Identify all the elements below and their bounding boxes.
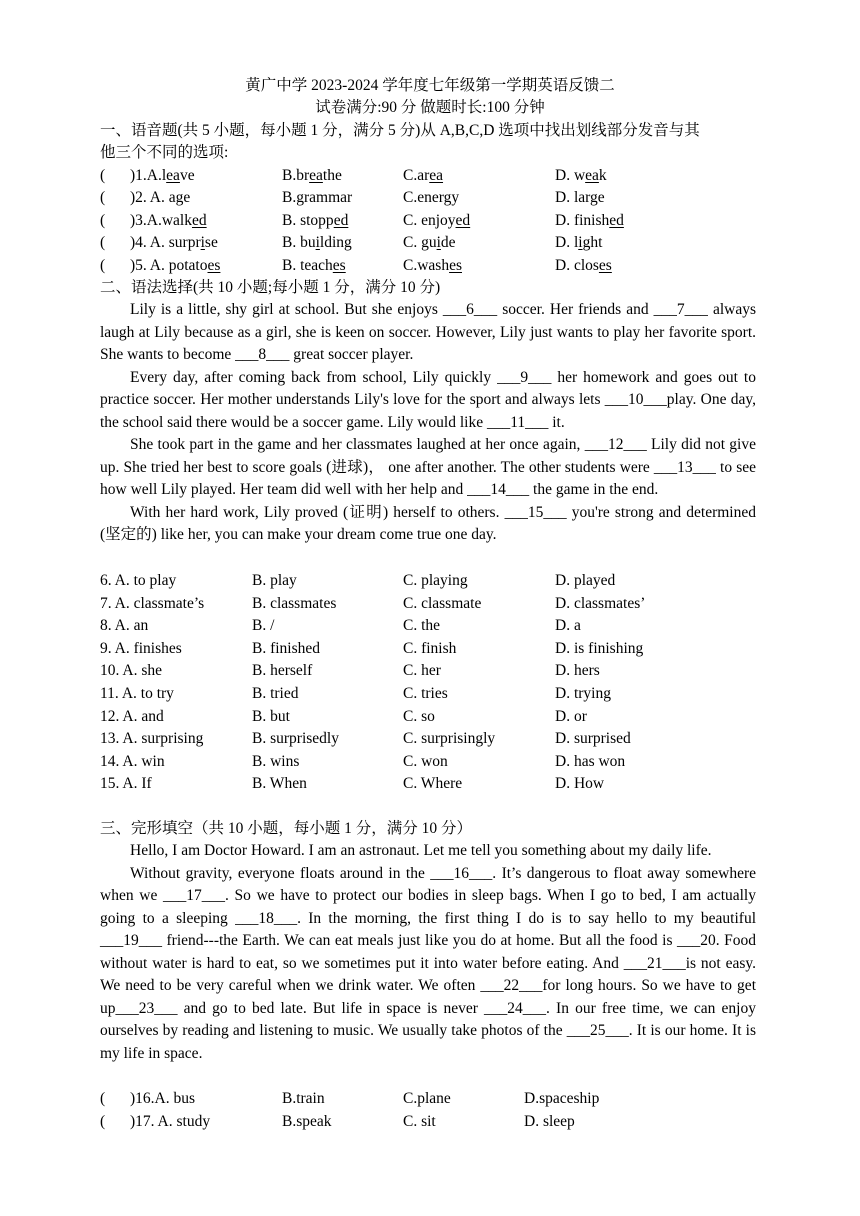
grammar-option-row [100, 751, 780, 773]
option-b: B. When [252, 775, 307, 793]
passage-paragraph: She took part in the game and her classmates laughed at her once again, ___12___ Lily did not give up. She tried her best to score goals (进球)， one after another. The other students were ___13___ to see how well Lily played. Her team did well with her help and ___14___ the game in the end. [100, 436, 756, 498]
section2-heading: 二、语法选择(共 10 小题;每小题 1 分，满分 10 分) [100, 279, 441, 296]
option-c: C. sit [403, 1113, 436, 1130]
option-d: D. has won [555, 752, 626, 770]
option-a: 11. A. to try [100, 685, 174, 702]
option-c: C. her [403, 662, 441, 680]
option-c: C.washes [403, 257, 462, 274]
option-d: D. is finishing [555, 639, 644, 657]
option-c: C. the [403, 617, 441, 635]
option-d: D. sleep [524, 1113, 575, 1130]
option-a: 14. A. win [100, 752, 165, 770]
section3-heading: 三、完形填空（共 10 小题，每小题 1 分，满分 10 分） [100, 820, 473, 837]
option-a: 10. A. she [100, 662, 162, 680]
phonics-row-3 [100, 210, 780, 232]
answer-paren[interactable]: ( [100, 1113, 106, 1130]
answer-paren[interactable]: ( [100, 189, 106, 206]
option-a: )1.A.leave [130, 167, 195, 184]
option-b: B. herself [252, 662, 313, 680]
grammar-option-row [100, 683, 780, 705]
option-d: D. classmates’ [555, 594, 646, 612]
option-a: 8. A. an [100, 617, 149, 635]
option-c: C.plane [403, 1090, 451, 1107]
grammar-option-row [100, 706, 780, 728]
option-a: 9. A. finishes [100, 639, 182, 657]
grammar-option-row [100, 728, 780, 750]
section1-heading: 一、语音题(共 5 小题，每小题 1 分，满分 5 分)从 A,B,C,D 选项中找出划线部分发音与其 [100, 122, 700, 139]
option-c: C. finish [403, 639, 457, 657]
grammar-passage [100, 299, 756, 547]
passage-paragraph: Hello, I am Doctor Howard. I am an astronaut. Let me tell you something about my daily life. [130, 842, 712, 859]
answer-paren[interactable]: ( [100, 257, 106, 274]
option-d: D. weak [555, 167, 607, 184]
option-a: 7. A. classmate’s [100, 594, 205, 612]
option-b: B.train [282, 1090, 325, 1107]
option-b: B. but [252, 707, 290, 725]
exam-title: 黄广中学 2023-2024 学年度七年级第一学期英语反馈二 [245, 77, 615, 94]
phonics-row-4 [100, 232, 780, 254]
option-c: C.area [403, 167, 444, 184]
phonics-row-2 [100, 187, 780, 209]
option-c: C. guide [403, 234, 456, 251]
passage-paragraph: Without gravity, everyone floats around in the ___16___. It’s dangerous to float away somewhere when we ___17___. So we have to protect our bodies in sleep bags. When I go to bed, I am actually going to a sleeping ___18___. In the morning, the first thing I do is to say hello to my beautiful ___19___ friend---the Earth. We can eat meals just like you do at home. But all the food is ___20. Food without water is hard to eat, so we sometimes put it into water before eating. And ___21___is not easy. We need to be very careful when we drink water. We often ___22___for long hours. So we have to get up___23___ and go to bed late. But life in space is never ___24___. In our free time, we can enjoy ourselves by reading and listening to music. We usually take photos of the ___25___. It is our home. It is my life in space. [100, 864, 756, 1062]
option-b: B.speak [282, 1113, 332, 1130]
option-b: B. finished [252, 639, 321, 657]
option-c: C. so [403, 707, 435, 725]
option-b: B. stopped [282, 212, 349, 229]
option-b: B. tried [252, 685, 299, 702]
option-a: 15. A. If [100, 775, 152, 793]
option-c: C. playing [403, 572, 468, 589]
answer-paren[interactable]: ( [100, 212, 106, 229]
option-d: D. closes [555, 257, 612, 274]
option-d: D. a [555, 617, 581, 635]
passage-paragraph: Lily is a little, shy girl at school. But she enjoys ___6___ soccer. Her friends and ___7___ always laugh at Lily because as a girl, she is keen on soccer. However, Lily just wants to play her favorite sport. She wants to become ___8___ great soccer player. [100, 301, 756, 363]
option-d: D.spaceship [524, 1090, 600, 1107]
option-b: B. teaches [282, 257, 346, 274]
option-a: )4. A. surprise [130, 234, 218, 251]
exam-subtitle: 试卷满分:90 分 做题时长:100 分钟 [315, 99, 545, 116]
option-a: )5. A. potatoes [130, 257, 221, 274]
grammar-option-row [100, 660, 780, 682]
option-b: B. surprisedly [252, 730, 339, 748]
option-c: C. classmate [403, 594, 482, 612]
option-b: B. classmates [252, 594, 337, 612]
option-b: B. building [282, 234, 352, 251]
option-b: B. / [252, 617, 275, 635]
option-d: D. How [555, 775, 605, 793]
grammar-option-row [100, 570, 780, 592]
option-a: 12. A. and [100, 707, 164, 725]
grammar-option-row [100, 773, 780, 795]
option-a: )16.A. bus [130, 1090, 196, 1107]
passage-paragraph: With her hard work, Lily proved (证明) herself to others. ___15___ you're strong and determined (坚定的) like her, you can make your dream come true one day. [100, 503, 756, 543]
phonics-row-5 [100, 255, 780, 277]
answer-paren[interactable]: ( [100, 234, 106, 251]
option-d: D. played [555, 572, 616, 589]
option-c: C. tries [403, 685, 448, 702]
grammar-option-row [100, 593, 780, 615]
option-d: D. hers [555, 662, 600, 680]
option-c: C. surprisingly [403, 730, 496, 748]
cloze-question-16 [100, 1088, 780, 1110]
option-d: D. finished [555, 212, 624, 229]
section1-heading-cont: 他三个不同的选项: [100, 144, 229, 161]
grammar-option-row [100, 638, 780, 660]
option-d: D. large [555, 189, 605, 206]
option-c: C. won [403, 752, 448, 770]
option-c: C.energy [403, 189, 460, 206]
cloze-question-17 [100, 1111, 780, 1133]
option-c: C. Where [403, 775, 463, 793]
grammar-option-row [100, 615, 780, 637]
phonics-row-1 [100, 165, 780, 187]
option-a: )3.A.walked [130, 212, 207, 229]
option-a: )17. A. study [130, 1113, 211, 1130]
option-a: )2. A. age [130, 189, 191, 206]
option-a: 6. A. to play [100, 572, 177, 589]
option-d: D. trying [555, 685, 611, 702]
answer-paren[interactable]: ( [100, 1090, 106, 1107]
option-d: D. or [555, 707, 587, 725]
option-b: B. play [252, 572, 297, 589]
answer-paren[interactable]: ( [100, 167, 106, 184]
option-d: D. surprised [555, 730, 631, 748]
option-b: B. wins [252, 752, 300, 770]
cloze-passage [100, 840, 756, 1065]
option-a: 13. A. surprising [100, 730, 204, 748]
option-b: B.grammar [282, 189, 353, 206]
passage-paragraph: Every day, after coming back from school, Lily quickly ___9___ her homework and goes out to practice soccer. Her mother understands Lily's love for the sport and always lets ___10___play. One day, the school said there would be a soccer game. Lily would like ___11___ it. [100, 368, 756, 431]
option-d: D. light [555, 234, 603, 251]
option-b: B.breathe [282, 167, 342, 184]
option-c: C. enjoyed [403, 212, 471, 229]
